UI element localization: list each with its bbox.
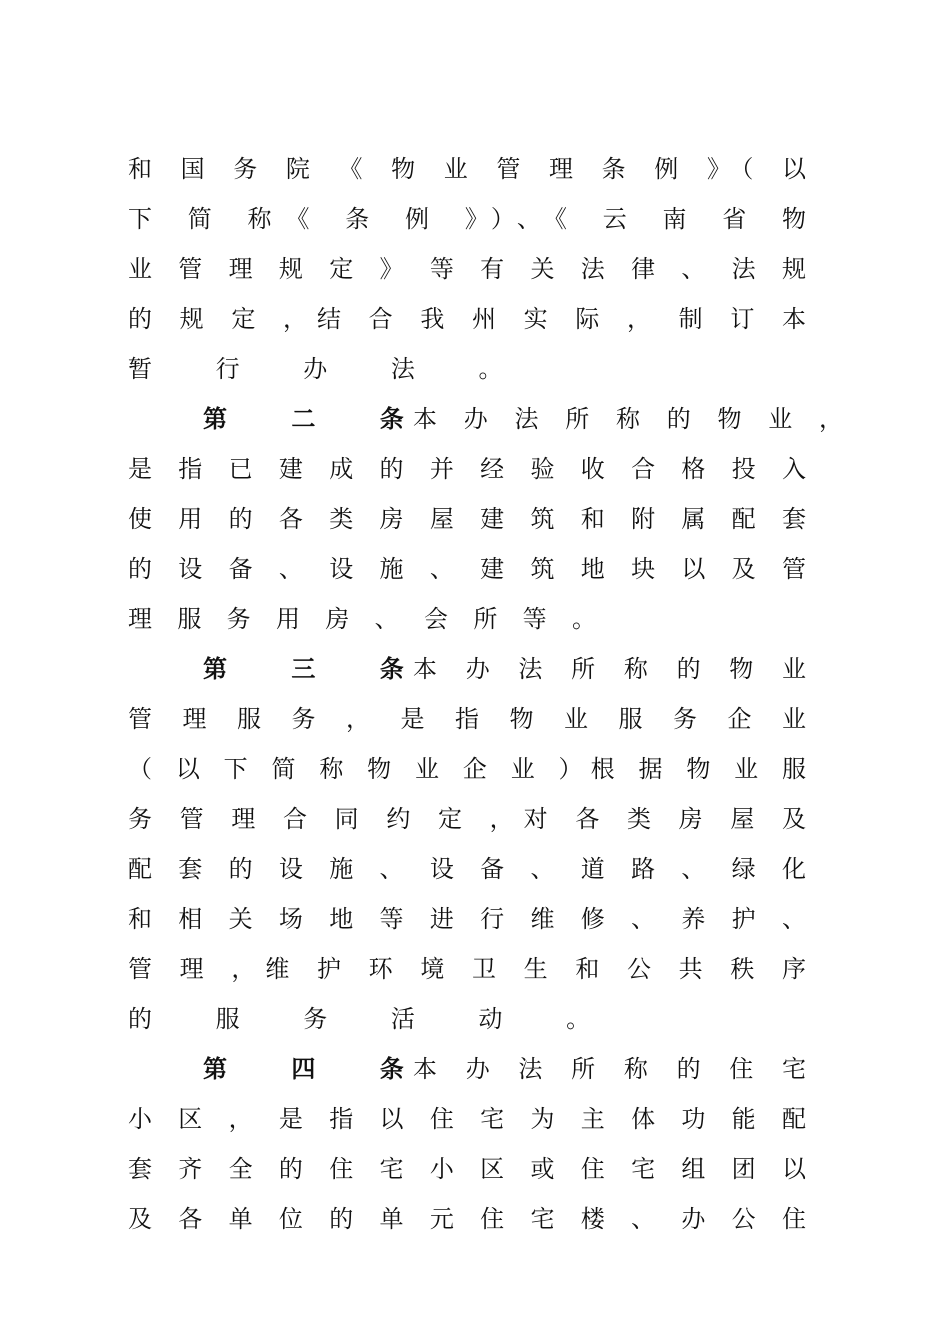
article-first-line: 本 办 法 所 称 的 住 宅 xyxy=(413,1055,808,1083)
paragraph-line: 管 理 服 务 ， 是 指 物 业 服 务 企 业 xyxy=(128,705,808,733)
paragraph-line: 下 简 称《 条 例 》）、《 云 南 省 物 xyxy=(128,205,808,233)
paragraph-line: 务 管 理 合 同 约 定 ，对 各 类 房 屋 及 xyxy=(128,805,808,833)
paragraph-line: 的 规 定 ，结 合 我 州 实 际 ， 制 订 本 xyxy=(128,305,808,333)
paragraph-line: 使 用 的 各 类 房 屋 建 筑 和 附 属 配 套 xyxy=(128,505,808,533)
paragraph-line: （ 以 下 简 称 物 业 企 业 ）根 据 物 业 服 xyxy=(128,755,808,783)
article-heading: 第 四 条 xyxy=(203,1055,432,1083)
paragraph-line: 业 管 理 规 定 》 等 有 关 法 律 、 法 规 xyxy=(128,255,808,283)
paragraph-line: 和 国 务 院 《 物 业 管 理 条 例 》（ 以 xyxy=(128,155,808,183)
paragraph-line: 是 指 已 建 成 的 并 经 验 收 合 格 投 入 xyxy=(128,455,808,483)
paragraph-line: 套 齐 全 的 住 宅 小 区 或 住 宅 组 团 以 xyxy=(128,1155,808,1183)
paragraph-line: 配 套 的 设 施 、 设 备 、 道 路 、 绿 化 xyxy=(128,855,808,883)
paragraph-line: 及 各 单 位 的 单 元 住 宅 楼 、 办 公 住 xyxy=(128,1205,808,1233)
paragraph-line: 小 区 ， 是 指 以 住 宅 为 主 体 功 能 配 xyxy=(128,1105,808,1133)
paragraph-line: 的 服 务 活 动 。 xyxy=(128,1005,619,1033)
article-heading: 第 二 条 xyxy=(203,405,432,433)
article-first-line: 本 办 法 所 称 的 物 业 xyxy=(413,655,808,683)
paragraph-line: 的 设 备 、 设 施 、 建 筑 地 块 以 及 管 xyxy=(128,555,808,583)
paragraph-line: 和 相 关 场 地 等 进 行 维 修 、 养 护 、 xyxy=(128,905,808,933)
paragraph-line: 管 理 ，维 护 环 境 卫 生 和 公 共 秩 序 xyxy=(128,955,808,983)
article-first-line: 本 办 法 所 称 的 物 业 ， xyxy=(413,405,845,433)
article-heading: 第 三 条 xyxy=(203,655,432,683)
paragraph-line: 理 服 务 用 房 、 会 所 等 。 xyxy=(128,605,598,633)
paragraph-line: 暂 行 办 法 。 xyxy=(128,355,531,383)
